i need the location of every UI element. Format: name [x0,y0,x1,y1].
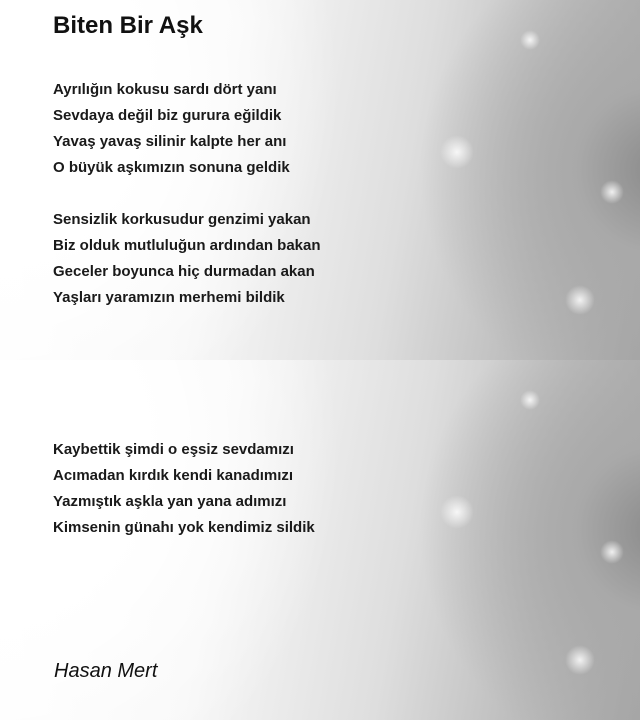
bokeh-sparkle [440,495,474,529]
poem-line: Yavaş yavaş silinir kalpte her anı [53,133,287,150]
stanza [53,77,290,181]
bokeh-sparkle [440,135,474,169]
poem-line: Yaşları yaramızın merhemi bildik [53,289,285,306]
bokeh-sparkle [565,645,595,675]
bokeh-sparkle [600,540,624,564]
bokeh-sparkle [520,30,540,50]
stanza [53,207,321,311]
poem-line: Acımadan kırdık kendi kanadımızı [53,467,294,484]
poem-title: Biten Bir Aşk [53,12,203,39]
stanza [53,437,315,541]
poem-line: Biz olduk mutluluğun ardından bakan [53,237,321,254]
poem-author: Hasan Mert [54,660,158,682]
poem-line: Kimsenin günahı yok kendimiz sildik [53,519,315,536]
poem-line: Yazmıştık aşkla yan yana adımızı [53,493,287,510]
poem-card-bottom [0,360,640,720]
poem-line: Sevdaya değil biz gurura eğildik [53,107,282,124]
poem-line: Ayrılığın kokusu sardı dört yanı [53,81,277,98]
poem-line: O büyük aşkımızın sonuna geldik [53,159,290,176]
poem-line: Sensizlik korkusudur genzimi yakan [53,211,311,228]
bokeh-sparkle [565,285,595,315]
bokeh-sparkle [520,390,540,410]
poem-line: Geceler boyunca hiç durmadan akan [53,263,315,280]
bokeh-sparkle [600,180,624,204]
poem-line: Kaybettik şimdi o eşsiz sevdamızı [53,441,294,458]
